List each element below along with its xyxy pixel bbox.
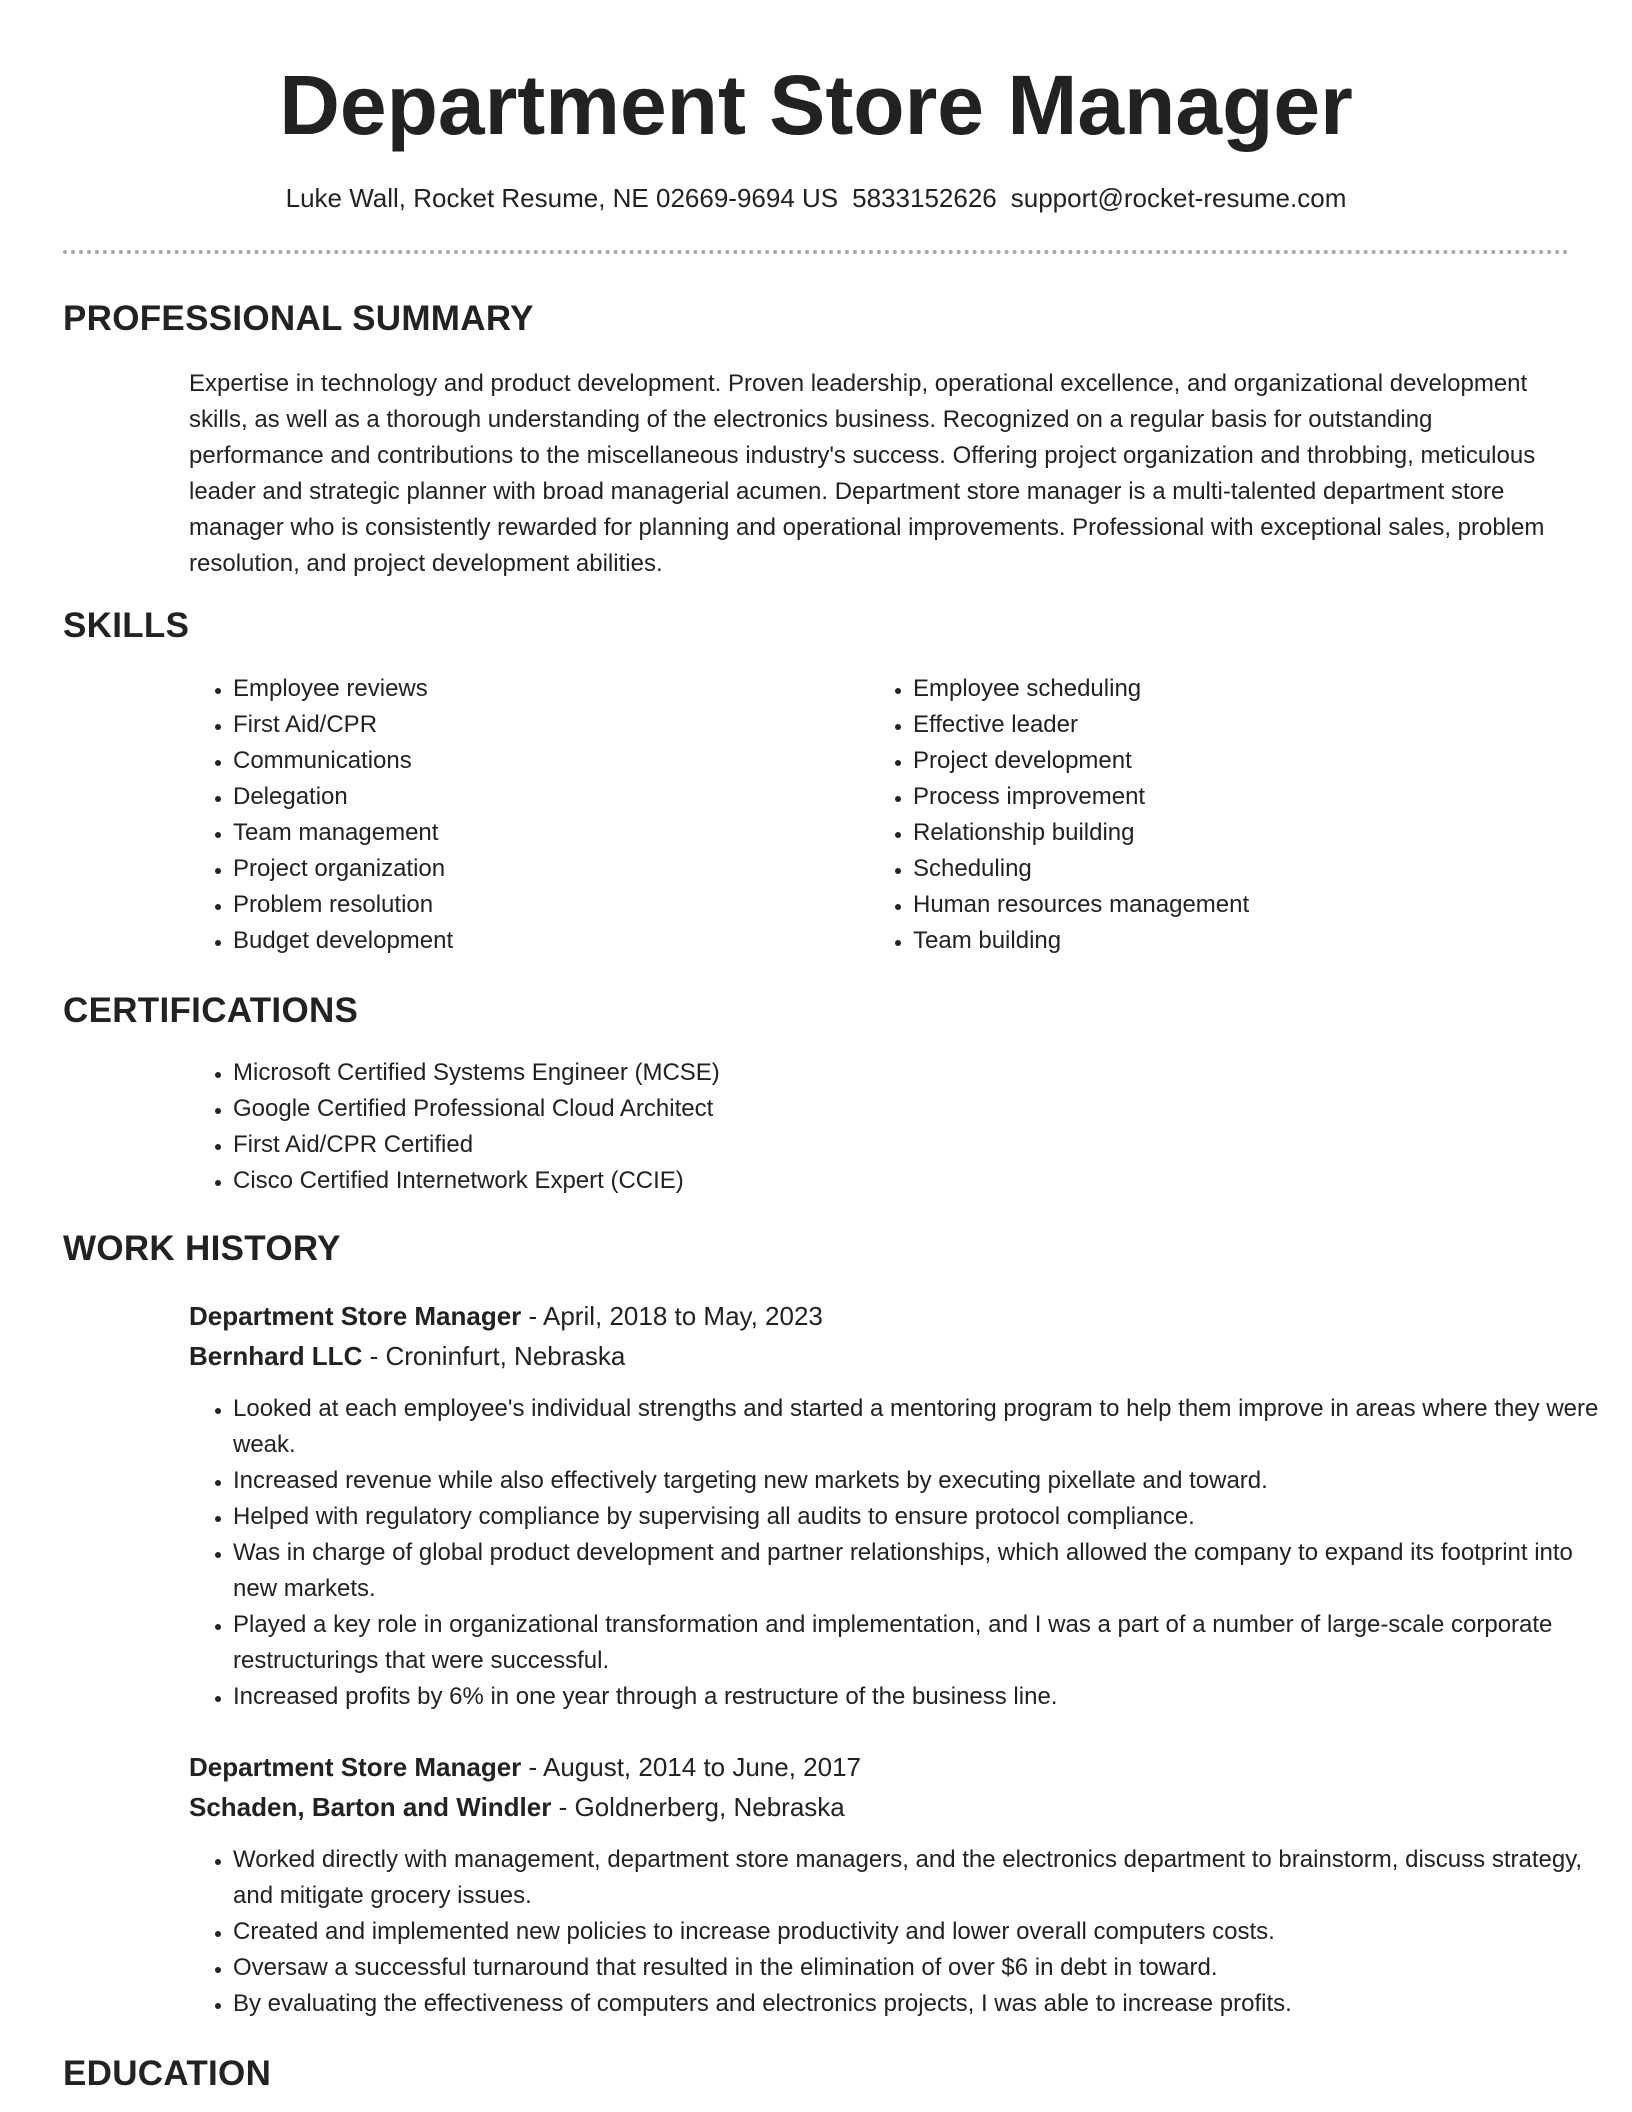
certification-item: • Cisco Certified Internetwork Expert (CCIE) (233, 1163, 1233, 1199)
job-1-company-line (189, 1336, 625, 1376)
job-bullet: • Created and implemented new policies to increase productivity and lower overall computers costs. (233, 1914, 1613, 1950)
job-title: Department Store Manager (189, 1752, 522, 1782)
job-bullet: • Oversaw a successful turnaround that resulted in the elimination of over $6 in debt in toward. (233, 1950, 1613, 1986)
summary-heading: PROFESSIONAL SUMMARY (63, 299, 534, 338)
contact-phone: 5833152626 (852, 183, 997, 213)
certification-item: • First Aid/CPR Certified (233, 1127, 1233, 1163)
job-bullet: • By evaluating the effectiveness of computers and electronics projects, I was able to increase profits. (233, 1986, 1613, 2022)
skill-item: • Team building (913, 923, 1533, 959)
skills-list-right (869, 671, 1533, 959)
job-bullet: • Helped with regulatory compliance by supervising all audits to ensure protocol compliance. (233, 1499, 1613, 1535)
job-dates: - April, 2018 to May, 2023 (521, 1301, 823, 1331)
education-heading: EDUCATION (63, 2054, 272, 2093)
skill-item: • Process improvement (913, 779, 1533, 815)
job-bullet: • Played a key role in organizational transformation and implementation, and I was a part of a number of large-scale corporate restructurings that were successful. (233, 1607, 1613, 1679)
skill-item: • Employee scheduling (913, 671, 1533, 707)
skill-item: • Project organization (233, 851, 853, 887)
contact-address: Luke Wall, Rocket Resume, NE 02669-9694 US (285, 183, 839, 213)
certification-item: • Microsoft Certified Systems Engineer (MCSE) (233, 1055, 1233, 1091)
job-bullet: • Worked directly with management, department store managers, and the electronics department to brainstorm, discuss strategy, and mitigate grocery issues. (233, 1842, 1613, 1914)
certifications-heading: CERTIFICATIONS (63, 991, 359, 1030)
skills-list-left (189, 671, 853, 959)
job-bullet: • Was in charge of global product development and partner relationships, which allowed the company to expand its footprint into new markets. (233, 1535, 1613, 1607)
summary-text: Expertise in technology and product development. Proven leadership, operational excellence, and organizational development skills, as well as a thorough understanding of the electronics business. Recognized on a regular basis for outstanding performance and contributions to the miscellaneous industry's success. Offering project organization and throbbing, meticulous leader and strategic planner with broad managerial acumen. Department store manager is a multi-talented department store manager who is consistently rewarded for planning and operational improvements. Professional with exceptional sales, problem resolution, and project development abilities. (189, 370, 1545, 577)
certifications-list (189, 1055, 1233, 1199)
job-bullet: • Increased profits by 6% in one year through a restructure of the business line. (233, 1679, 1613, 1715)
job-1-title-line (189, 1296, 823, 1336)
job-bullet: • Increased revenue while also effectively targeting new markets by executing pixellate and toward. (233, 1463, 1613, 1499)
job-company: Bernhard LLC (189, 1341, 363, 1371)
skill-item: • Team management (233, 815, 853, 851)
job-1-bullets (189, 1391, 1613, 1715)
certification-item: • Google Certified Professional Cloud Architect (233, 1091, 1233, 1127)
skill-item: • First Aid/CPR (233, 707, 853, 743)
skill-item: • Budget development (233, 923, 853, 959)
job-bullet: • Looked at each employee's individual strengths and started a mentoring program to help them improve in areas where they were weak. (233, 1391, 1613, 1463)
skills-heading: SKILLS (63, 606, 190, 645)
job-location: - Croninfurt, Nebraska (362, 1341, 626, 1371)
work-history-heading: WORK HISTORY (63, 1229, 341, 1268)
resume-title: Department Store Manager (279, 58, 1353, 152)
skill-item: • Delegation (233, 779, 853, 815)
skill-item: • Problem resolution (233, 887, 853, 923)
skill-item: • Effective leader (913, 707, 1533, 743)
job-2-title-line (189, 1747, 861, 1787)
job-2-company-line (189, 1787, 845, 1827)
job-2-bullets (189, 1842, 1613, 2022)
contact-email: support@rocket-resume.com (1010, 183, 1347, 213)
skill-item: • Scheduling (913, 851, 1533, 887)
skill-item: • Employee reviews (233, 671, 853, 707)
job-company: Schaden, Barton and Windler (189, 1792, 552, 1822)
skill-item: • Human resources management (913, 887, 1533, 923)
header-divider (63, 250, 1569, 254)
skill-item: • Communications (233, 743, 853, 779)
job-dates: - August, 2014 to June, 2017 (521, 1752, 862, 1782)
job-title: Department Store Manager (189, 1301, 522, 1331)
skill-item: • Project development (913, 743, 1533, 779)
skill-item: • Relationship building (913, 815, 1533, 851)
job-location: - Goldnerberg, Nebraska (551, 1792, 845, 1822)
contact-line (0, 178, 1632, 218)
